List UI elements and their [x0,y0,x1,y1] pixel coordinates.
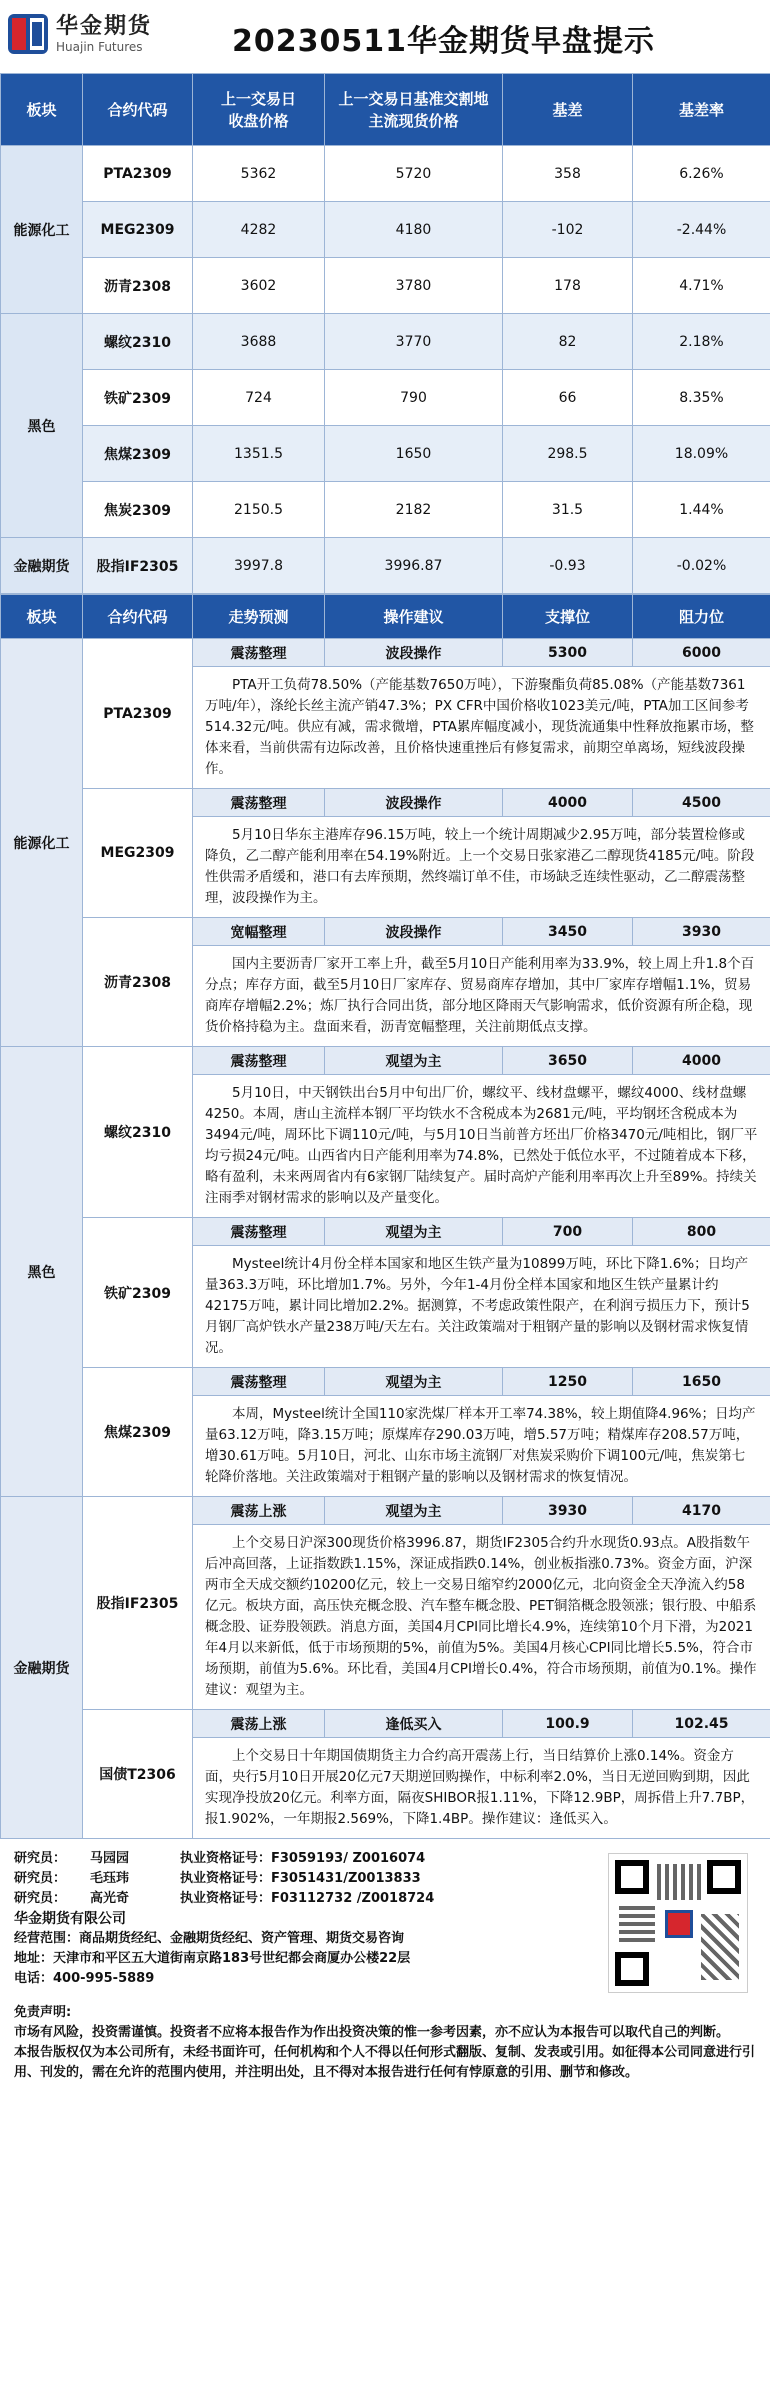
contract-code: 沥青2308 [83,258,193,314]
basis-value: 2182 [325,482,503,538]
report-header [0,0,770,73]
operation-advice: 逢低买入 [325,1710,503,1738]
basis-header-5: 基差率 [633,74,770,146]
contract-code: 螺纹2310 [83,1047,193,1218]
trend-forecast: 震荡上涨 [193,1710,325,1738]
operation-advice: 观望为主 [325,1368,503,1396]
support-level: 5300 [503,639,633,667]
basis-row [1,146,770,202]
trend-forecast: 震荡整理 [193,1218,325,1246]
contract-code: 焦炭2309 [83,482,193,538]
researcher-name: 高光奇 [90,1891,130,1906]
operation-advice: 波段操作 [325,918,503,946]
qr-code-icon [608,1853,748,1993]
basis-value: 5720 [325,146,503,202]
disclaimer-line: 本报告版权仅为本公司所有，未经书面许可，任何机构和个人不得以任何形式翻版、复制、发表或引用。如征得本公司同意进行引用、刊发的，需在允许的范围内使用，并注明出处，且不得对本报告进行任何有悖原意的引用、删节和修改。 [14,2045,756,2080]
business-scope: 经营范围：商品期货经纪、金融期货经纪、资产管理、期货交易咨询 [14,1931,405,1946]
sector-cell: 黑色 [1,314,83,538]
strategy-header-1: 合约代码 [83,595,193,639]
page-title: 20230511华金期货早盘提示 [232,24,655,59]
basis-header-2: 上一交易日 收盘价格 [193,74,325,146]
basis-value: 358 [503,146,633,202]
basis-value: 3770 [325,314,503,370]
strategy-row [1,1710,770,1738]
basis-value: 6.26% [633,146,770,202]
report-footer [0,1839,770,2093]
strategy-row [1,1368,770,1396]
researcher-license: 执业资格证号：F3051431/Z0013833 [180,1871,421,1886]
basis-value: 8.35% [633,370,770,426]
disclaimer-line: 市场有风险，投资需谨慎。投资者不应将本报告作为作出投资决策的惟一参考因素，亦不应认为本报告可以取代自己的判断。 [14,2025,730,2040]
operation-advice: 观望为主 [325,1047,503,1075]
resistance-level: 800 [633,1218,770,1246]
sector-cell: 黑色 [1,1047,83,1497]
basis-value: 4282 [193,202,325,258]
researcher-label: 研究员： [14,1851,67,1866]
basis-value: 2.18% [633,314,770,370]
contract-code: MEG2309 [83,202,193,258]
basis-value: 1351.5 [193,426,325,482]
basis-value: 3688 [193,314,325,370]
trend-forecast: 宽幅整理 [193,918,325,946]
resistance-level: 102.45 [633,1710,770,1738]
basis-row [1,258,770,314]
market-comment: Mysteel统计4月份全样本国家和地区生铁产量为10899万吨，环比下降1.6%；日均产量363.3万吨，环比增加1.7%。另外，今年1-4月份全样本国家和地区生铁产量累计约42175万吨，累计同比增加2.2%。据测算，不考虑政策性限产，在利润亏损压力下，预计5月钢厂高炉铁水产量238万吨/天左右。关注政策端对于粗钢产量的影响以及钢材需求恢复情况。 [193,1246,770,1368]
basis-table [0,73,770,594]
contract-code: 铁矿2309 [83,370,193,426]
operation-advice: 波段操作 [325,789,503,817]
resistance-level: 3930 [633,918,770,946]
support-level: 4000 [503,789,633,817]
researcher-license: 执业资格证号：F3059193/ Z0016074 [180,1851,426,1866]
basis-value: 4.71% [633,258,770,314]
contract-code: 股指IF2305 [83,1497,193,1710]
market-comment: 国内主要沥青厂家开工率上升，截至5月10日产能利用率为33.9%，较上周上升1.8个百分点；库存方面，截至5月10日厂家库存、贸易商库存增加，其中厂家库存增幅1.1%，贸易商库存增幅2.2%；炼厂执行合同出货，部分地区降雨天气影响需求，低价资源有所企稳，现货价格持稳为主。盘面来看，沥青宽幅整理，关注前期低点支撑。 [193,946,770,1047]
basis-value: 2150.5 [193,482,325,538]
basis-row [1,426,770,482]
strategy-row [1,1047,770,1075]
resistance-level: 4500 [633,789,770,817]
basis-value: -0.02% [633,538,770,594]
resistance-level: 4000 [633,1047,770,1075]
basis-row [1,370,770,426]
contract-code: 国债T2306 [83,1710,193,1839]
basis-value: 298.5 [503,426,633,482]
operation-advice: 观望为主 [325,1218,503,1246]
basis-value: 1.44% [633,482,770,538]
strategy-table [0,594,770,1839]
researcher-label: 研究员： [14,1871,67,1886]
basis-header-1: 合约代码 [83,74,193,146]
sector-cell: 金融期货 [1,1497,83,1839]
operation-advice: 波段操作 [325,639,503,667]
basis-value: 724 [193,370,325,426]
company-logo [8,14,152,54]
researcher-label: 研究员： [14,1891,67,1906]
strategy-header-5: 阻力位 [633,595,770,639]
basis-value: 18.09% [633,426,770,482]
researcher-name: 马园园 [90,1851,130,1866]
basis-value: 790 [325,370,503,426]
basis-value: -0.93 [503,538,633,594]
disclaimer [14,2003,756,2083]
logo-en-text: Huajin Futures [56,40,143,54]
logo-cn-text: 华金期货 [56,14,153,39]
contract-code: 焦煤2309 [83,426,193,482]
resistance-level: 4170 [633,1497,770,1525]
strategy-row [1,918,770,946]
sector-cell: 金融期货 [1,538,83,594]
company-name: 华金期货有限公司 [14,1911,126,1927]
basis-header-4: 基差 [503,74,633,146]
basis-row [1,202,770,258]
trend-forecast: 震荡整理 [193,789,325,817]
strategy-header-0: 板块 [1,595,83,639]
contract-code: 股指IF2305 [83,538,193,594]
sector-cell: 能源化工 [1,639,83,1047]
contract-code: 铁矿2309 [83,1218,193,1368]
basis-value: 1650 [325,426,503,482]
basis-value: 5362 [193,146,325,202]
strategy-row [1,639,770,667]
company-address: 地址：天津市和平区五大道街南京路183号世纪都会商厦办公楼22层 [14,1951,411,1966]
resistance-level: 1650 [633,1368,770,1396]
researcher-name: 毛珏玮 [90,1871,130,1886]
market-comment: 5月10日，中天钢铁出台5月中旬出厂价，螺纹平、线材盘螺平，螺纹4000、线材盘螺4250。本周，唐山主流样本钢厂平均铁水不含税成本为2681元/吨，平均钢坯含税成本为3494元/吨，周环比下调110元/吨，与5月10日当前普方坯出厂价格3470元/吨相比，钢厂平均亏损24元/吨。山西省内日产能利用率为74.8%，已然处于低位水平，不过随着成本下移，略有盈利，未来两周省内有6家钢厂陆续复产。届时高炉产能利用率再次上升至89%。持续关注雨季对钢材需求的影响以及产量变化。 [193,1075,770,1218]
researcher-license: 执业资格证号：F03112732 /Z0018724 [180,1891,435,1906]
support-level: 3450 [503,918,633,946]
basis-row [1,482,770,538]
trend-forecast: 震荡上涨 [193,1497,325,1525]
basis-value: 3780 [325,258,503,314]
support-level: 3650 [503,1047,633,1075]
basis-value: 3996.87 [325,538,503,594]
basis-row [1,538,770,594]
market-comment: 5月10日华东主港库存96.15万吨，较上一个统计周期减少2.95万吨，部分装置检修或降负，乙二醇产能利用率在54.19%附近。上一个交易日张家港乙二醇现货4185元/吨。阶段性供需矛盾缓和，港口有去库预期，然终端订单不佳，市场缺乏连续性驱动，乙二醇震荡整理，波段操作为主。 [193,817,770,918]
strategy-row [1,1218,770,1246]
market-comment: 上个交易日沪深300现货价格3996.87，期货IF2305合约升水现货0.93点。A股指数午后冲高回落，上证指数跌1.15%，深证成指跌0.14%，创业板指涨0.73%。资金方面，沪深两市全天成交额约10200亿元，较上一交易日缩窄约2000亿元，北向资金全天净流入约58亿元。板块方面，高压快充概念股、汽车整车概念股、PET铜箔概念股领涨；银行股、中船系概念股、证券股领跌。消息方面，美国4月CPI同比增长4.9%，连续第10个月下滑，为2021年4月以来新低，低于市场预期的5%，前值为5%。美国4月核心CPI同比增长5.5%，符合市场预期，前值为5.6%。环比看，美国4月CPI增长0.4%，符合市场预期，前值为0.1%。操作建议：观望为主。 [193,1525,770,1710]
operation-advice: 观望为主 [325,1497,503,1525]
support-level: 1250 [503,1368,633,1396]
market-comment: PTA开工负荷78.50%（产能基数7650万吨），下游聚酯负荷85.08%（产能基数7361万吨/年），涤纶长丝主流产销47.3%；PX CFR中国价格收1023美元/吨，PTA加工区间参考514.32元/吨。供应有减，需求微增，PTA累库幅度减小，现货流通集中性释放拖累市场，整体来看，当前供需有边际改善，且价格快速重挫后有修复需求，前期空单离场，短线波段操作。 [193,667,770,789]
trend-forecast: 震荡整理 [193,639,325,667]
resistance-level: 6000 [633,639,770,667]
basis-value: 3997.8 [193,538,325,594]
basis-value: -102 [503,202,633,258]
basis-value: 31.5 [503,482,633,538]
basis-value: 66 [503,370,633,426]
strategy-row [1,1497,770,1525]
support-level: 700 [503,1218,633,1246]
contract-code: 焦煤2309 [83,1368,193,1497]
sector-cell: 能源化工 [1,146,83,314]
strategy-header-4: 支撑位 [503,595,633,639]
market-comment: 上个交易日十年期国债期货主力合约高开震荡上行，当日结算价上涨0.14%。资金方面，央行5月10日开展20亿元7天期逆回购操作，中标利率2.0%，当日无逆回购到期，因此实现净投放20亿元。利率方面，隔夜SHIBOR报1.11%，下降12.9BP，周拆借上升7.7BP，报1.902%，一年期报2.569%，下降1.4BP。操作建议：逢低买入。 [193,1738,770,1839]
huajin-logo-icon [8,14,48,54]
contract-code: PTA2309 [83,639,193,789]
support-level: 100.9 [503,1710,633,1738]
trend-forecast: 震荡整理 [193,1047,325,1075]
basis-header-3: 上一交易日基准交割地 主流现货价格 [325,74,503,146]
basis-header-0: 板块 [1,74,83,146]
basis-value: 3602 [193,258,325,314]
basis-value: 82 [503,314,633,370]
strategy-header-2: 走势预测 [193,595,325,639]
basis-value: -2.44% [633,202,770,258]
contract-code: PTA2309 [83,146,193,202]
disclaimer-title: 免责声明: [14,2005,72,2020]
basis-value: 4180 [325,202,503,258]
contract-code: 沥青2308 [83,918,193,1047]
market-comment: 本周，Mysteel统计全国110家洗煤厂样本开工率74.38%，较上期值降4.96%；日均产量63.12万吨，降3.15万吨；原煤库存290.03万吨，增5.57万吨；精煤库存208.57万吨，增30.61万吨。5月10日，河北、山东市场主流钢厂对焦炭采购价下调100元/吨，焦炭第七轮降价落地。关注政策端对于粗钢产量的影响以及钢材需求的恢复情况。 [193,1396,770,1497]
strategy-row [1,789,770,817]
basis-value: 178 [503,258,633,314]
basis-row [1,314,770,370]
company-phone: 电话：400-995-5889 [14,1971,155,1986]
contract-code: MEG2309 [83,789,193,918]
strategy-header-3: 操作建议 [325,595,503,639]
support-level: 3930 [503,1497,633,1525]
contract-code: 螺纹2310 [83,314,193,370]
trend-forecast: 震荡整理 [193,1368,325,1396]
